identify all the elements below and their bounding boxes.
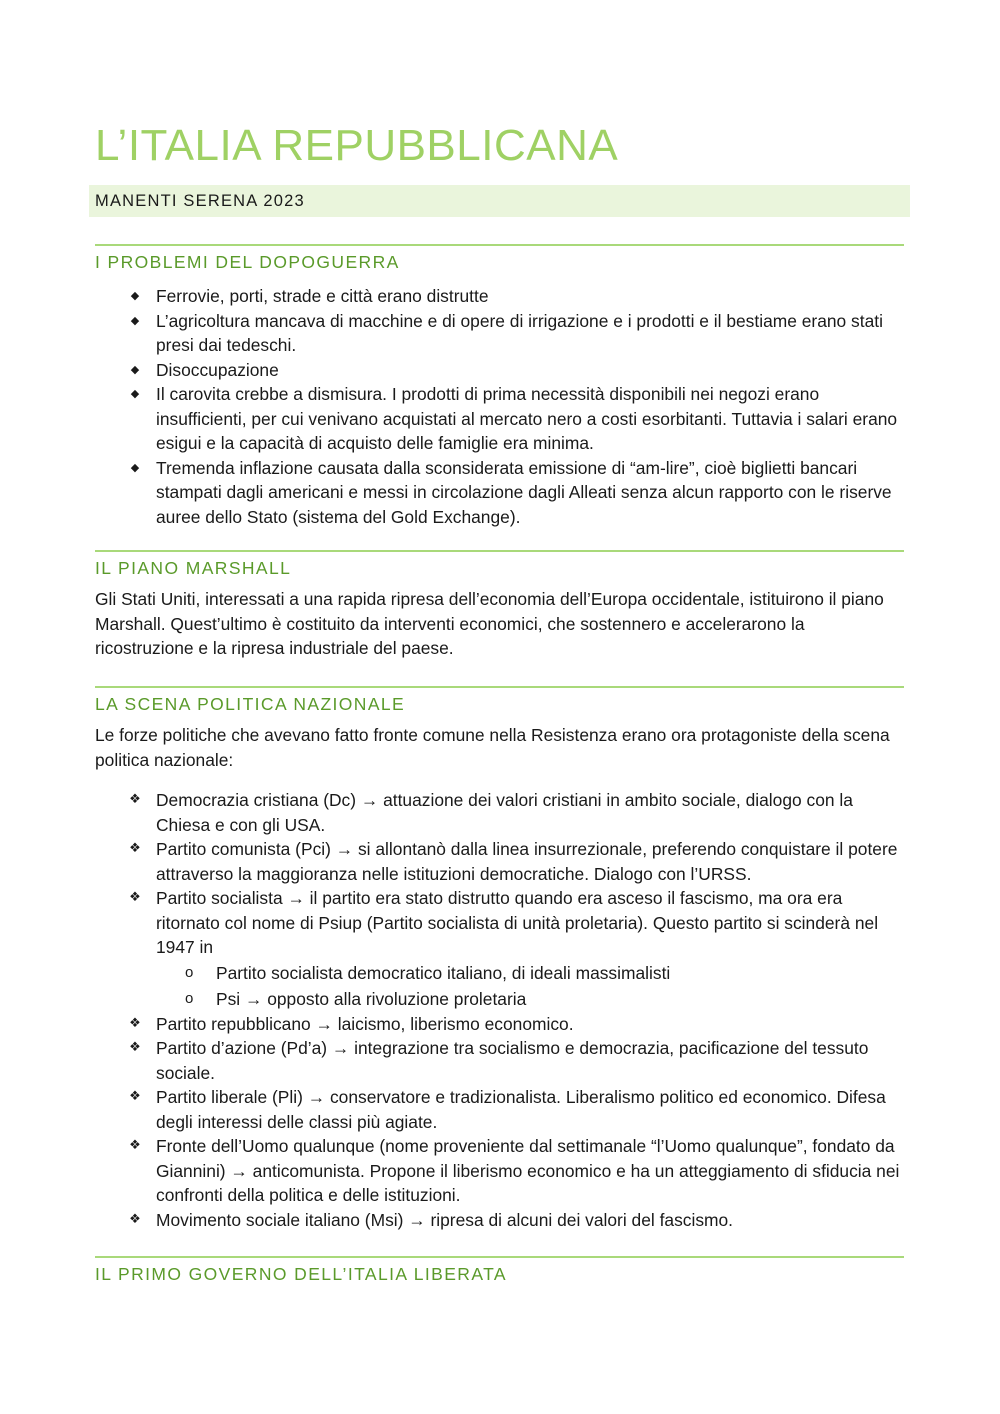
section-divider <box>95 1256 904 1258</box>
four-diamond-bullet-icon: ❖ <box>129 1040 141 1055</box>
list-item-text: Partito repubblicano → laicismo, liberismo economico. <box>156 1013 574 1034</box>
diamond-bullet-icon: ◆ <box>130 313 140 327</box>
list-item-text: Partito liberale (Pli) → conservatore e tradizionalista. Liberalismo politico ed economico. Difesa degli interessi delle classi più agiate. <box>156 1087 886 1132</box>
circle-bullet-icon: o <box>185 963 194 981</box>
list-item-text: Il carovita crebbe a dismisura. I prodotti di prima necessità disponibili nei negozi erano insufficienti, per cui venivano acquistati al mercato nero a costi esorbitanti. Tuttavia i salari erano esigui e la capacità di acquisto delle famiglie era minima. <box>156 384 898 453</box>
section-piano-marshall <box>95 550 905 661</box>
section-divider <box>95 244 904 246</box>
list-item <box>95 309 905 358</box>
diamond-bullet-icon: ◆ <box>130 289 140 302</box>
section-primo-governo <box>95 1256 905 1285</box>
four-diamond-bullet-icon: ❖ <box>129 890 141 905</box>
list-item <box>95 382 905 456</box>
sub-list-item <box>95 960 905 986</box>
circle-bullet-icon: o <box>185 989 194 1007</box>
list-item <box>95 1134 905 1208</box>
diamond-bullet-icon: ◆ <box>130 362 140 376</box>
list-item <box>95 1036 905 1085</box>
section-heading: IL PIANO MARSHALL <box>95 558 292 578</box>
list-item-text: L’agricoltura mancava di macchine e di opere di irrigazione e i prodotti e il bestiame erano stati presi dai tedeschi. <box>156 310 883 355</box>
sub-list-item <box>95 986 905 1012</box>
party-list <box>95 788 905 1232</box>
list-item-text: Partito socialista → il partito era stato distrutto quando era asceso il fascismo, ma ora era ritornato col nome di Psiup (Partito socialista di unità proletaria). Questo partito si scinderà nel 1947 in <box>156 888 879 957</box>
list-item-text: Partito d’azione (Pd’a) → integrazione tra socialismo e democrazia, pacificazione del tessuto sociale. <box>156 1038 869 1083</box>
four-diamond-bullet-icon: ❖ <box>129 1138 141 1153</box>
sub-list-item-text: Psi → opposto alla rivoluzione proletaria <box>216 988 527 1009</box>
list-item-text: Fronte dell’Uomo qualunque (nome proveniente dal settimanale “l’Uomo qualunque”, fondato da Giannini) → anticomunista. Propone il liberismo economico e ha un atteggiamento di sfiducia nei confronti della politica e delle istituzioni. <box>156 1136 900 1205</box>
document-subtitle: MANENTI SERENA 2023 <box>95 192 305 210</box>
diamond-bullet-icon: ◆ <box>130 460 140 474</box>
four-diamond-bullet-icon: ❖ <box>129 1089 141 1104</box>
list-item <box>95 456 905 530</box>
section-paragraph: Le forze politiche che avevano fatto fronte comune nella Resistenza erano ora protagoniste della scena politica nazionale: <box>95 725 890 770</box>
list-item-text: Disoccupazione <box>156 359 279 380</box>
section-heading: IL PRIMO GOVERNO DELL’ITALIA LIBERATA <box>95 1264 507 1284</box>
list-item <box>95 837 905 886</box>
sub-list-item-text: Partito socialista democratico italiano, di ideali massimalisti <box>216 962 671 983</box>
list-item <box>95 1012 905 1037</box>
list-item <box>95 358 905 383</box>
section-heading: I PROBLEMI DEL DOPOGUERRA <box>95 252 400 272</box>
section-divider <box>95 686 904 688</box>
list-item-text: Movimento sociale italiano (Msi) → ripresa di alcuni dei valori del fascismo. <box>156 1209 734 1230</box>
section-paragraph: Gli Stati Uniti, interessati a una rapida ripresa dell’economia dell’Europa occidentale, istituirono il piano Marshall. Quest’ultimo è costituito da interventi economici, che sostennero e accelerarono la ricostruzione e la ripresa industriale del paese. <box>95 589 884 658</box>
list-item-text: Democrazia cristiana (Dc) → attuazione dei valori cristiani in ambito sociale, dialogo con la Chiesa e con gli USA. <box>156 790 853 835</box>
sub-list <box>156 960 905 1012</box>
section-problemi-dopoguerra <box>95 244 905 529</box>
subtitle-band <box>89 185 910 217</box>
diamond-bullet-icon: ◆ <box>130 387 140 400</box>
document-title: L’ITALIA REPUBBLICANA <box>95 121 619 170</box>
section-divider <box>95 550 904 552</box>
four-diamond-bullet-icon: ❖ <box>129 1015 141 1031</box>
list-item-text: Partito comunista (Pci) → si allontanò dalla linea insurrezionale, preferendo conquistare il potere attraverso la maggioranza nelle istituzioni democratiche. Dialogo con l’URSS. <box>156 839 898 884</box>
list-item <box>95 1208 905 1233</box>
four-diamond-bullet-icon: ❖ <box>129 841 141 856</box>
section-scena-politica <box>95 686 905 1232</box>
section-heading: LA SCENA POLITICA NAZIONALE <box>95 694 406 714</box>
list-item <box>95 1085 905 1134</box>
list-item-text: Ferrovie, porti, strade e città erano distrutte <box>156 286 489 306</box>
four-diamond-bullet-icon: ❖ <box>129 1211 141 1227</box>
list-item <box>95 284 905 309</box>
four-diamond-bullet-icon: ❖ <box>129 792 141 807</box>
list-item-text: Tremenda inflazione causata dalla sconsiderata emissione di “am-lire”, cioè biglietti bancari stampati dagli americani e messi in circolazione dagli Alleati senza alcun rapporto con le riserve auree dello Stato (sistema del Gold Exchange). <box>156 457 892 527</box>
bullet-list <box>95 284 905 529</box>
list-item <box>95 788 905 837</box>
list-item <box>95 886 905 1012</box>
